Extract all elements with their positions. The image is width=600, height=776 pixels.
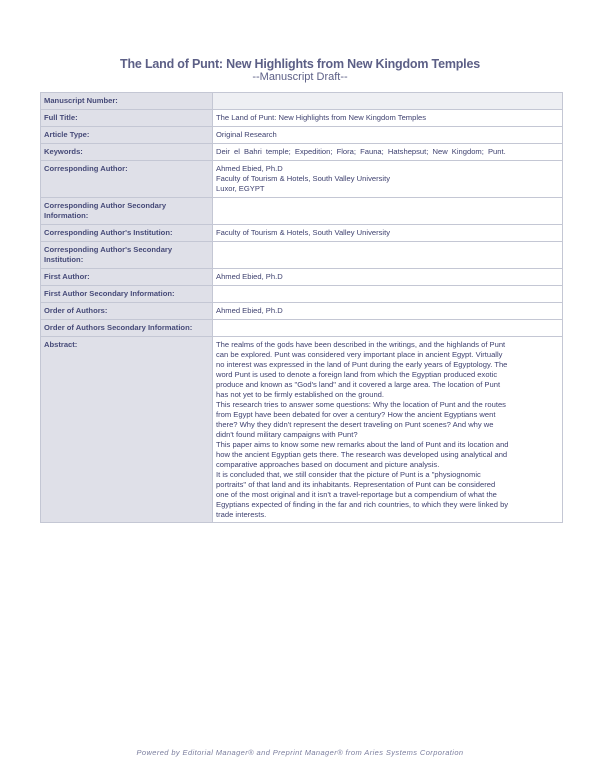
- row-label-first-author-secondary-info: First Author Secondary Information:: [41, 286, 213, 303]
- first-author-secondary-info-value: [213, 286, 563, 303]
- abstract-line: has not yet to be firmly established on the ground.: [216, 390, 385, 399]
- abstract-line: can be explored. Punt was considered very important place in ancient Egypt. Virtually: [216, 350, 503, 359]
- order-of-authors-value: Ahmed Ebied, Ph.D: [213, 303, 563, 320]
- row-label-keywords: Keywords:: [41, 144, 213, 161]
- row-label-order-of-authors-secondary-info: Order of Authors Secondary Information:: [41, 320, 213, 337]
- abstract-line: This paper aims to know some new remarks about the land of Punt and its location and: [216, 440, 509, 449]
- abstract-line: This research tries to answer some questions: Why the location of Punt and the routes: [216, 400, 506, 409]
- corresponding-author-name: Ahmed Ebied, Ph.D: [216, 164, 283, 173]
- page-footer: Powered by Editorial Manager® and Preprint Manager® from Aries Systems Corporation: [136, 748, 464, 757]
- table-row: [41, 303, 563, 320]
- abstract-line: there? Why they didn't represent the desert traveling on Punt scenes? And why we: [216, 420, 494, 429]
- table-row: [41, 286, 563, 303]
- corresponding-author-value: [213, 161, 563, 198]
- full-title-value: The Land of Punt: New Highlights from New Kingdom Temples: [213, 110, 563, 127]
- corresponding-author-location: Luxor, EGYPT: [216, 184, 265, 193]
- abstract-line: no interest was expressed in the land of Punt during the early years of Egyptology. The: [216, 360, 508, 369]
- manuscript-metadata-table: [40, 92, 563, 523]
- abstract-value: [213, 337, 563, 523]
- abstract-line: didn't found military campaigns with Punt?: [216, 430, 358, 439]
- abstract-line: It is concluded that, we still consider that the picture of Punt is a "physiognomic: [216, 470, 481, 479]
- abstract-line: word Punt is used to denote a foreign land from which the Egyptian produced exotic: [216, 370, 498, 379]
- table-row: [41, 225, 563, 242]
- first-author-value: Ahmed Ebied, Ph.D: [213, 269, 563, 286]
- table-row: [41, 198, 563, 225]
- table-row: [41, 127, 563, 144]
- keywords-value: Deir el Bahri temple; Expedition; Flora; Fauna; Hatshepsut; New Kingdom; Punt.: [213, 144, 563, 161]
- article-type-value: Original Research: [213, 127, 563, 144]
- abstract-line: portraits" of that land and its inhabitants. Representation of Punt can be considered: [216, 480, 496, 489]
- abstract-line: Egyptians expected of finding in the far and rich countries, to which they were linked by: [216, 500, 509, 509]
- corresponding-author-affiliation: Faculty of Tourism & Hotels, South Valley University: [216, 174, 391, 183]
- abstract-line: one of the most original and it isn't a travel-reportage but a compendium of what the: [216, 490, 497, 499]
- corresponding-author-institution-value: Faculty of Tourism & Hotels, South Valley University: [213, 225, 563, 242]
- row-label-corresponding-author-secondary-institution: Corresponding Author's Secondary Institution:: [41, 242, 213, 269]
- row-label-manuscript-number: Manuscript Number:: [41, 93, 213, 110]
- corresponding-author-secondary-info-value: [213, 198, 563, 225]
- row-label-full-title: Full Title:: [41, 110, 213, 127]
- abstract-line: The realms of the gods have been described in the writings, and the highlands of Punt: [216, 340, 506, 349]
- page-title: The Land of Punt: New Highlights from New Kingdom Temples: [120, 57, 480, 71]
- table-row: [41, 337, 563, 523]
- row-label-order-of-authors: Order of Authors:: [41, 303, 213, 320]
- row-label-corresponding-author: Corresponding Author:: [41, 161, 213, 198]
- table-row: [41, 93, 563, 110]
- abstract-line: comparative approaches based on document and picture analysis.: [216, 460, 440, 469]
- table-row: [41, 320, 563, 337]
- table-row: [41, 242, 563, 269]
- abstract-line: how the ancient Egyptian gets there. The research was developed using analytical and: [216, 450, 508, 459]
- table-row: [41, 269, 563, 286]
- row-label-corresponding-author-institution: Corresponding Author's Institution:: [41, 225, 213, 242]
- abstract-line: trade interests.: [216, 510, 267, 519]
- table-row: [41, 110, 563, 127]
- row-label-abstract: Abstract:: [41, 337, 213, 523]
- row-label-corresponding-author-secondary-info: Corresponding Author Secondary Information:: [41, 198, 213, 225]
- abstract-line: produce and known as "God's land" and it covered a large area. The location of Punt: [216, 380, 501, 389]
- abstract-line: from Egypt have been debated for over a century? How the ancient Egyptians went: [216, 410, 496, 419]
- order-of-authors-secondary-info-value: [213, 320, 563, 337]
- corresponding-author-secondary-institution-value: [213, 242, 563, 269]
- table-row: [41, 161, 563, 198]
- row-label-article-type: Article Type:: [41, 127, 213, 144]
- row-label-first-author: First Author:: [41, 269, 213, 286]
- manuscript-number-value: [213, 93, 563, 110]
- page-subtitle: --Manuscript Draft--: [252, 71, 348, 83]
- table-row: [41, 144, 563, 161]
